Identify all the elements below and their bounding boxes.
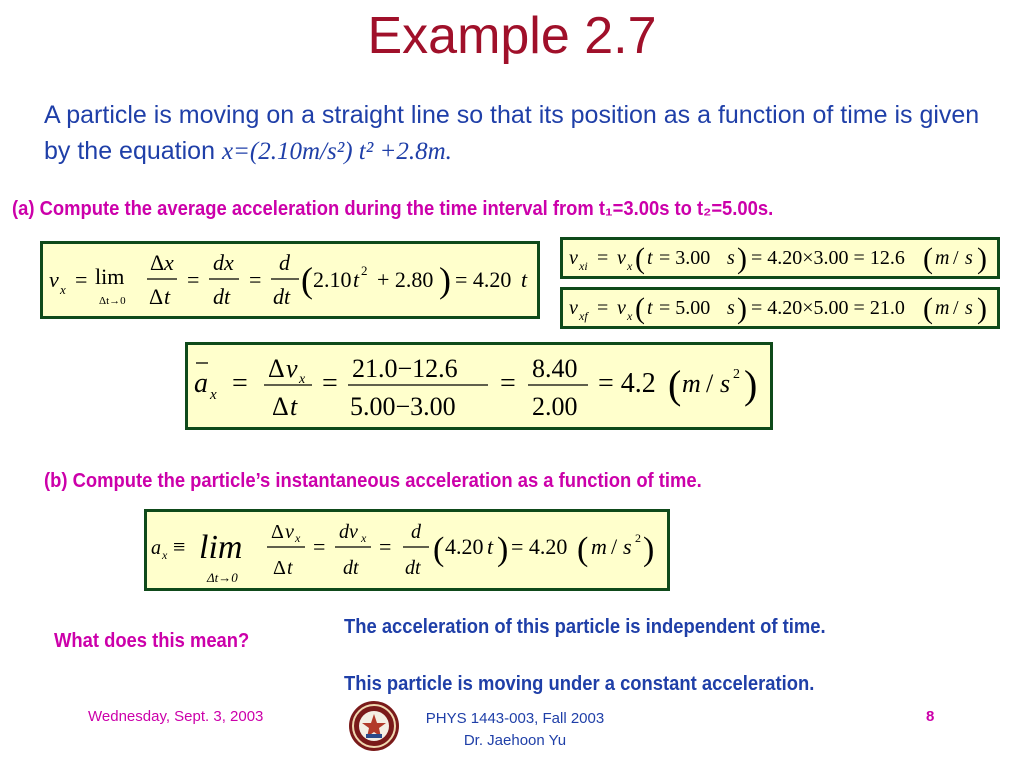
svg-text:(: (	[668, 362, 682, 407]
svg-text:xf: xf	[579, 309, 588, 323]
svg-text:d: d	[279, 250, 290, 275]
svg-text:x: x	[210, 387, 217, 403]
svg-text:dv: dv	[339, 521, 358, 543]
svg-text:dx: dx	[213, 250, 234, 275]
question-what-does-this-mean: What does this mean?	[54, 630, 250, 652]
svg-text:= 4.20×5.00 = 21.0: = 4.20×5.00 = 21.0	[751, 297, 905, 319]
svg-text:=: =	[597, 297, 609, 319]
svg-text:4.20: 4.20	[445, 534, 484, 559]
svg-text:= 3.00: = 3.00	[659, 247, 711, 269]
svg-text:(: (	[433, 531, 445, 568]
slide-title: Example 2.7	[367, 7, 657, 65]
svg-text:8.40: 8.40	[532, 354, 578, 383]
svg-text:x: x	[361, 531, 367, 545]
svg-text:=: =	[500, 368, 516, 399]
svg-text:x: x	[295, 531, 301, 545]
answer-independent-of-time: The acceleration of this particle is independent of time.	[344, 616, 826, 638]
svg-text:a: a	[194, 368, 208, 399]
svg-text:Δt→0: Δt→0	[207, 570, 238, 585]
svg-text:/: /	[953, 247, 959, 269]
problem-statement	[44, 97, 984, 170]
svg-text:t: t	[290, 392, 298, 421]
svg-text:x: x	[627, 309, 633, 323]
answer-constant-acceleration: This particle is moving under a constant acceleration.	[344, 673, 815, 695]
svg-text:(: (	[635, 292, 645, 325]
svg-text:2: 2	[733, 367, 740, 382]
svg-text:dt: dt	[405, 557, 421, 579]
instantaneous-acceleration-box	[144, 509, 670, 591]
svg-text:m: m	[935, 297, 950, 319]
svg-text:2: 2	[635, 531, 641, 545]
svg-text:t: t	[521, 267, 528, 292]
svg-text:m: m	[591, 534, 607, 559]
svg-text:Δt→0: Δt→0	[99, 295, 126, 307]
svg-text:Δ: Δ	[268, 354, 285, 383]
average-acceleration-equation	[188, 345, 770, 427]
initial-velocity-box	[560, 237, 1000, 279]
svg-text:v: v	[617, 247, 626, 269]
svg-text:v: v	[569, 247, 578, 269]
footer-course: PHYS 1443-003, Fall 2003	[425, 710, 605, 727]
svg-text:v: v	[286, 354, 298, 383]
svg-text:dt: dt	[273, 284, 291, 309]
svg-text:=: =	[249, 267, 262, 292]
svg-text:x: x	[162, 548, 168, 562]
svg-text:2: 2	[361, 263, 368, 278]
svg-text:(: (	[577, 531, 589, 568]
svg-text:= 4.20: = 4.20	[455, 267, 512, 292]
svg-text:v: v	[617, 297, 626, 319]
svg-text:): )	[977, 242, 987, 275]
footer-course-info	[415, 708, 615, 752]
svg-text:+ 2.80: + 2.80	[377, 267, 434, 292]
svg-text:Δ: Δ	[273, 557, 286, 579]
svg-text:≡: ≡	[173, 534, 186, 559]
svg-text:v: v	[569, 297, 578, 319]
svg-text:Δ: Δ	[271, 521, 284, 543]
problem-text: A particle is moving on a straight line so that its position as a function of time is given by the equation	[44, 101, 980, 165]
svg-text:): )	[497, 531, 509, 568]
position-equation: x=(2.10m/s²) t² +2.8m.	[221, 138, 452, 165]
svg-text:t: t	[164, 284, 171, 309]
svg-text:v: v	[49, 267, 59, 292]
svg-text:x: x	[164, 250, 174, 275]
svg-text:21.0−12.6: 21.0−12.6	[352, 354, 458, 383]
svg-text:=: =	[232, 368, 248, 399]
svg-text:s: s	[727, 247, 735, 269]
svg-text:s: s	[623, 534, 632, 559]
svg-text:t: t	[647, 297, 653, 319]
svg-text:(: (	[635, 242, 645, 275]
svg-text:=: =	[322, 368, 338, 399]
svg-text:= 4.2: = 4.2	[598, 368, 656, 399]
svg-text:t: t	[353, 267, 360, 292]
svg-text:(: (	[923, 292, 933, 325]
svg-text:/: /	[706, 369, 714, 398]
svg-text:=: =	[597, 247, 609, 269]
svg-text:): )	[643, 531, 655, 568]
svg-text:a: a	[151, 537, 161, 559]
svg-text:v: v	[285, 521, 294, 543]
svg-text:/: /	[953, 297, 959, 319]
footer-instructor: Dr. Jaehoon Yu	[463, 732, 567, 749]
page-number: 8	[926, 708, 935, 725]
svg-text:(: (	[301, 260, 313, 300]
svg-text:Δ: Δ	[150, 250, 165, 275]
footer-date: Wednesday, Sept. 3, 2003	[88, 708, 264, 725]
svg-text:s: s	[965, 297, 973, 319]
svg-text:dt: dt	[343, 557, 359, 579]
svg-text:=: =	[187, 267, 200, 292]
svg-text:Δ: Δ	[149, 284, 164, 309]
final-velocity-equation	[563, 290, 997, 326]
velocity-derivation-equation	[43, 244, 537, 316]
svg-text:= 4.20×3.00 = 12.6: = 4.20×3.00 = 12.6	[751, 247, 905, 269]
initial-velocity-equation	[563, 240, 997, 276]
svg-text:(: (	[923, 242, 933, 275]
svg-text:): )	[737, 292, 747, 325]
svg-text:xi: xi	[579, 259, 588, 273]
svg-text:=: =	[313, 534, 326, 559]
final-velocity-box	[560, 287, 1000, 329]
svg-text:lim: lim	[199, 529, 243, 566]
svg-text:t: t	[487, 534, 494, 559]
part-b-question: (b) Compute the particle’s instantaneous acceleration as a function of time.	[44, 470, 702, 492]
average-acceleration-box	[185, 342, 773, 430]
svg-text:lim: lim	[95, 264, 125, 289]
svg-text:): )	[977, 292, 987, 325]
svg-text:): )	[744, 362, 758, 407]
svg-text:m: m	[935, 247, 950, 269]
svg-text:/: /	[611, 534, 618, 559]
svg-text:s: s	[727, 297, 735, 319]
svg-text:s: s	[720, 369, 731, 398]
svg-text:x: x	[299, 372, 306, 387]
svg-text:2.10: 2.10	[313, 267, 352, 292]
svg-text:5.00−3.00: 5.00−3.00	[350, 392, 456, 421]
svg-text:t: t	[647, 247, 653, 269]
svg-text:t: t	[287, 557, 293, 579]
svg-text:x: x	[60, 282, 66, 297]
svg-text:=: =	[379, 534, 392, 559]
svg-text:x: x	[627, 259, 633, 273]
svg-text:m: m	[682, 369, 701, 398]
svg-text:): )	[737, 242, 747, 275]
instantaneous-acceleration-equation	[147, 512, 667, 588]
svg-text:Δ: Δ	[272, 392, 289, 421]
svg-text:d: d	[411, 521, 421, 543]
part-a-question: (a) Compute the average acceleration during the time interval from t₁=3.00s to t₂=5.00s.	[12, 198, 774, 220]
velocity-derivation-box	[40, 241, 540, 319]
svg-text:2.00: 2.00	[532, 392, 578, 421]
svg-text:dt: dt	[213, 284, 231, 309]
svg-text:): )	[439, 260, 451, 300]
university-seal-icon	[348, 700, 400, 752]
svg-text:= 4.20: = 4.20	[511, 534, 568, 559]
svg-text:=: =	[75, 267, 88, 292]
svg-text:s: s	[965, 247, 973, 269]
svg-text:= 5.00: = 5.00	[659, 297, 711, 319]
